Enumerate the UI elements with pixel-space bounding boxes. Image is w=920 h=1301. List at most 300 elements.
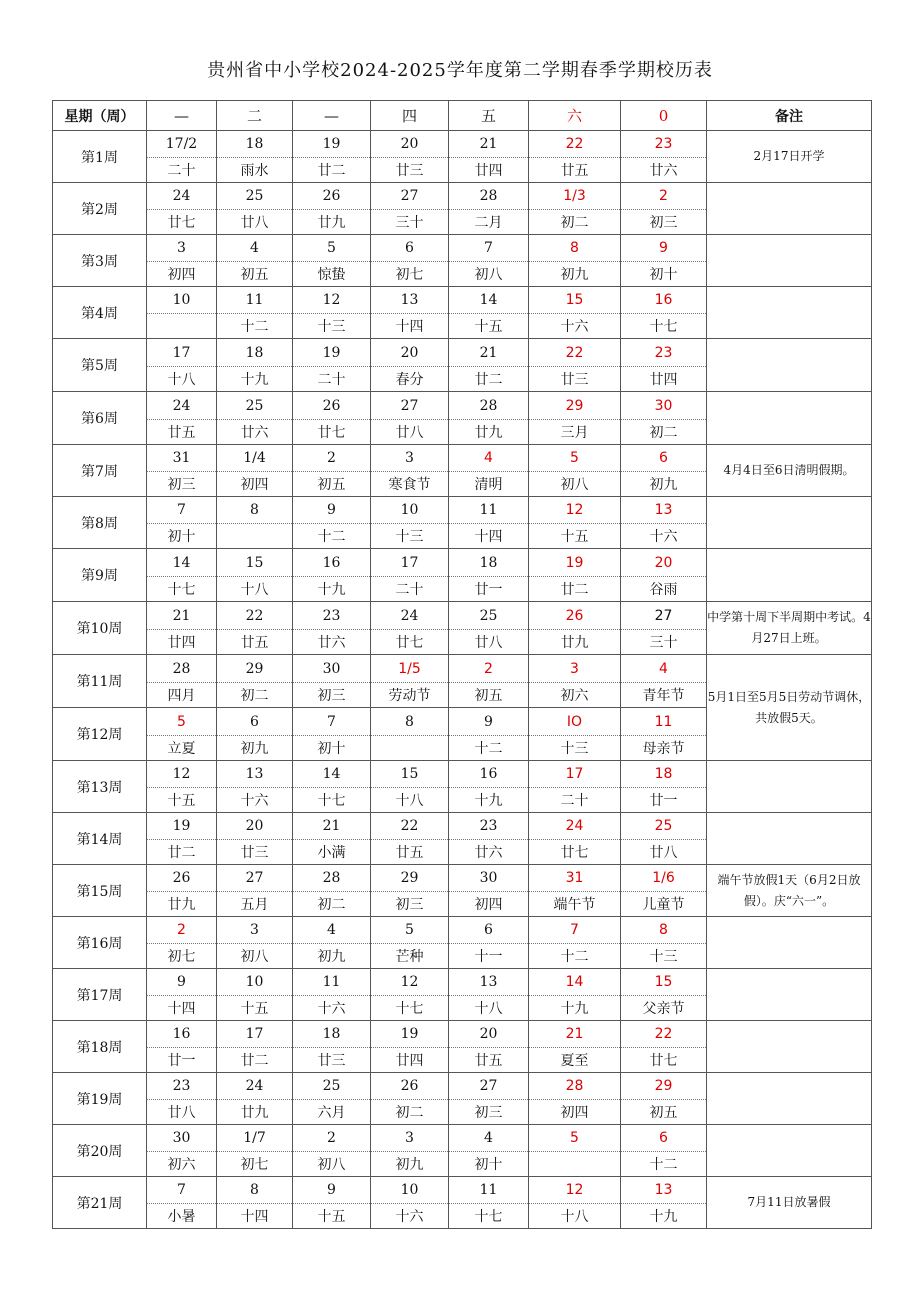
date-cell: 4	[621, 655, 707, 683]
date-cell: 21	[147, 602, 217, 630]
date-cell: 4	[449, 1125, 529, 1152]
note-cell: 4月4日至6日清明假期。	[707, 445, 872, 497]
week-label: 第11周	[53, 655, 147, 708]
lunar-cell: 廿八	[621, 840, 707, 865]
week-label: 第20周	[53, 1125, 147, 1177]
school-calendar-table	[52, 100, 872, 1229]
lunar-cell: 十三	[529, 736, 621, 761]
date-cell: 29	[217, 655, 293, 683]
lunar-cell: 十二	[621, 1152, 707, 1177]
lunar-cell: 初七	[371, 262, 449, 287]
date-cell: 14	[449, 287, 529, 314]
week-label: 第14周	[53, 813, 147, 865]
lunar-cell: 廿八	[371, 420, 449, 445]
lunar-cell: 初八	[449, 262, 529, 287]
date-cell: 12	[529, 497, 621, 524]
date-cell: 28	[147, 655, 217, 683]
date-cell: 7	[529, 917, 621, 944]
date-cell: 26	[293, 183, 371, 210]
week-date-row	[53, 865, 872, 892]
date-cell: 22	[371, 813, 449, 840]
date-cell: 7	[147, 497, 217, 524]
date-cell: 13	[449, 969, 529, 996]
lunar-cell: 初六	[529, 683, 621, 708]
date-cell: 21	[449, 131, 529, 158]
lunar-cell: 三十	[621, 630, 707, 655]
lunar-cell: 廿九	[529, 630, 621, 655]
lunar-cell: 清明	[449, 472, 529, 497]
date-cell: 16	[147, 1021, 217, 1048]
lunar-cell: 初十	[449, 1152, 529, 1177]
lunar-cell: 十九	[217, 367, 293, 392]
lunar-cell: 初九	[293, 944, 371, 969]
lunar-cell: 初六	[147, 1152, 217, 1177]
date-cell: 9	[293, 1177, 371, 1204]
date-cell: 8	[529, 235, 621, 262]
week-date-row	[53, 602, 872, 630]
week-date-row	[53, 655, 872, 683]
lunar-cell: 初八	[293, 1152, 371, 1177]
lunar-cell: 廿六	[621, 158, 707, 183]
lunar-cell: 谷雨	[621, 577, 707, 602]
date-cell: 24	[371, 602, 449, 630]
lunar-cell: 十二	[529, 944, 621, 969]
date-cell: 20	[217, 813, 293, 840]
lunar-cell: 小暑	[147, 1204, 217, 1229]
date-cell: 10	[371, 497, 449, 524]
lunar-cell: 二月	[449, 210, 529, 235]
date-cell: 4	[217, 235, 293, 262]
lunar-cell: 初二	[217, 683, 293, 708]
lunar-cell: 初四	[217, 472, 293, 497]
date-cell: 3	[529, 655, 621, 683]
header-row	[53, 101, 872, 131]
header-day-1: —	[147, 101, 217, 131]
date-cell: 14	[147, 549, 217, 577]
date-cell: 21	[293, 813, 371, 840]
date-cell: 27	[217, 865, 293, 892]
week-label: 第6周	[53, 392, 147, 445]
lunar-cell: 六月	[293, 1100, 371, 1125]
date-cell: 3	[147, 235, 217, 262]
lunar-cell: 父亲节	[621, 996, 707, 1021]
date-cell: IO	[529, 708, 621, 736]
week-label: 第4周	[53, 287, 147, 339]
lunar-cell: 初三	[621, 210, 707, 235]
week-label: 第15周	[53, 865, 147, 917]
date-cell: 15	[529, 287, 621, 314]
lunar-cell: 十一	[449, 944, 529, 969]
lunar-cell: 廿八	[147, 1100, 217, 1125]
date-cell: 23	[621, 339, 707, 367]
week-date-row	[53, 1073, 872, 1100]
note-cell	[707, 549, 872, 602]
date-cell: 1/5	[371, 655, 449, 683]
lunar-cell: 二十	[529, 788, 621, 813]
header-day-5: 五	[449, 101, 529, 131]
week-label: 第5周	[53, 339, 147, 392]
date-cell: 16	[293, 549, 371, 577]
lunar-cell: 十七	[293, 788, 371, 813]
date-cell: 2	[621, 183, 707, 210]
lunar-cell: 廿三	[371, 158, 449, 183]
date-cell: 17	[529, 761, 621, 788]
week-label: 第19周	[53, 1073, 147, 1125]
lunar-cell: 廿二	[147, 840, 217, 865]
lunar-cell: 廿九	[293, 210, 371, 235]
date-cell: 11	[621, 708, 707, 736]
lunar-cell: 初四	[449, 892, 529, 917]
lunar-cell: 初五	[449, 683, 529, 708]
lunar-cell: 初八	[529, 472, 621, 497]
date-cell: 16	[621, 287, 707, 314]
lunar-cell: 廿五	[449, 1048, 529, 1073]
date-cell: 14	[293, 761, 371, 788]
note-cell	[707, 1073, 872, 1125]
lunar-cell: 二十	[371, 577, 449, 602]
lunar-cell: 十三	[293, 314, 371, 339]
date-cell: 19	[529, 549, 621, 577]
week-date-row	[53, 917, 872, 944]
lunar-cell: 廿二	[293, 158, 371, 183]
header-day-3: —	[293, 101, 371, 131]
lunar-cell: 春分	[371, 367, 449, 392]
lunar-cell: 四月	[147, 683, 217, 708]
date-cell: 12	[293, 287, 371, 314]
date-cell: 2	[293, 445, 371, 472]
date-cell: 17/2	[147, 131, 217, 158]
lunar-cell: 母亲节	[621, 736, 707, 761]
week-date-row	[53, 131, 872, 158]
lunar-cell: 廿五	[217, 630, 293, 655]
lunar-cell: 初七	[217, 1152, 293, 1177]
lunar-cell: 廿四	[621, 367, 707, 392]
date-cell: 21	[529, 1021, 621, 1048]
date-cell: 19	[293, 339, 371, 367]
date-cell: 25	[293, 1073, 371, 1100]
lunar-cell: 十六	[293, 996, 371, 1021]
lunar-cell	[147, 314, 217, 339]
date-cell: 9	[293, 497, 371, 524]
date-cell: 18	[293, 1021, 371, 1048]
date-cell: 25	[217, 392, 293, 420]
date-cell: 8	[217, 497, 293, 524]
lunar-cell: 十二	[293, 524, 371, 549]
date-cell: 15	[621, 969, 707, 996]
lunar-cell: 廿一	[147, 1048, 217, 1073]
lunar-cell: 十八	[529, 1204, 621, 1229]
lunar-cell: 十七	[147, 577, 217, 602]
lunar-cell: 廿八	[449, 630, 529, 655]
week-date-row	[53, 497, 872, 524]
lunar-cell: 初三	[147, 472, 217, 497]
lunar-cell	[217, 524, 293, 549]
lunar-cell: 初二	[293, 892, 371, 917]
date-cell: 26	[371, 1073, 449, 1100]
date-cell: 25	[217, 183, 293, 210]
lunar-cell: 十六	[371, 1204, 449, 1229]
date-cell: 26	[529, 602, 621, 630]
date-cell: 8	[371, 708, 449, 736]
date-cell: 24	[217, 1073, 293, 1100]
lunar-cell: 廿三	[529, 367, 621, 392]
week-label: 第7周	[53, 445, 147, 497]
note-cell	[707, 497, 872, 549]
lunar-cell: 初五	[293, 472, 371, 497]
date-cell: 18	[217, 339, 293, 367]
lunar-cell: 廿四	[449, 158, 529, 183]
week-date-row	[53, 813, 872, 840]
note-cell: 中学第十周下半周期中考试。4月27日上班。	[707, 602, 872, 655]
date-cell: 10	[371, 1177, 449, 1204]
lunar-cell: 十三	[621, 944, 707, 969]
week-date-row	[53, 445, 872, 472]
date-cell: 22	[529, 131, 621, 158]
date-cell: 1/6	[621, 865, 707, 892]
lunar-cell: 青年节	[621, 683, 707, 708]
lunar-cell: 十七	[449, 1204, 529, 1229]
week-date-row	[53, 1021, 872, 1048]
lunar-cell	[529, 1152, 621, 1177]
lunar-cell: 初九	[621, 472, 707, 497]
date-cell: 28	[449, 392, 529, 420]
date-cell: 12	[371, 969, 449, 996]
date-cell: 29	[371, 865, 449, 892]
date-cell: 13	[217, 761, 293, 788]
header-day-4: 四	[371, 101, 449, 131]
lunar-cell: 廿一	[621, 788, 707, 813]
lunar-cell: 立夏	[147, 736, 217, 761]
date-cell: 20	[621, 549, 707, 577]
date-cell: 14	[529, 969, 621, 996]
lunar-cell: 廿五	[371, 840, 449, 865]
date-cell: 5	[147, 708, 217, 736]
lunar-cell: 十八	[371, 788, 449, 813]
date-cell: 25	[449, 602, 529, 630]
date-cell: 9	[449, 708, 529, 736]
date-cell: 12	[147, 761, 217, 788]
week-label: 第2周	[53, 183, 147, 235]
date-cell: 2	[293, 1125, 371, 1152]
date-cell: 23	[449, 813, 529, 840]
note-cell	[707, 235, 872, 287]
date-cell: 27	[449, 1073, 529, 1100]
lunar-cell: 十九	[449, 788, 529, 813]
lunar-cell: 十二	[449, 736, 529, 761]
date-cell: 20	[371, 339, 449, 367]
lunar-cell: 廿七	[147, 210, 217, 235]
date-cell: 11	[217, 287, 293, 314]
date-cell: 30	[621, 392, 707, 420]
lunar-cell: 初八	[217, 944, 293, 969]
note-cell: 5月1日至5月5日劳动节调休，共放假5天。	[707, 655, 872, 761]
date-cell: 6	[449, 917, 529, 944]
week-label: 第8周	[53, 497, 147, 549]
lunar-cell: 十八	[217, 577, 293, 602]
lunar-cell: 廿二	[529, 577, 621, 602]
lunar-cell: 十七	[371, 996, 449, 1021]
date-cell: 21	[449, 339, 529, 367]
date-cell: 24	[147, 392, 217, 420]
lunar-cell: 初十	[147, 524, 217, 549]
date-cell: 2	[449, 655, 529, 683]
week-label: 第1周	[53, 131, 147, 183]
date-cell: 19	[371, 1021, 449, 1048]
date-cell: 11	[449, 497, 529, 524]
date-cell: 2	[147, 917, 217, 944]
date-cell: 23	[293, 602, 371, 630]
lunar-cell: 十五	[529, 524, 621, 549]
date-cell: 30	[147, 1125, 217, 1152]
lunar-cell: 廿五	[529, 158, 621, 183]
lunar-cell: 廿一	[449, 577, 529, 602]
lunar-cell: 雨水	[217, 158, 293, 183]
header-week: 星期（周）	[53, 101, 147, 131]
lunar-cell: 十九	[621, 1204, 707, 1229]
week-date-row	[53, 761, 872, 788]
date-cell: 24	[147, 183, 217, 210]
date-cell: 9	[147, 969, 217, 996]
week-date-row	[53, 339, 872, 367]
week-date-row	[53, 235, 872, 262]
date-cell: 13	[621, 497, 707, 524]
lunar-cell: 端午节	[529, 892, 621, 917]
date-cell: 22	[621, 1021, 707, 1048]
lunar-cell: 劳动节	[371, 683, 449, 708]
note-cell	[707, 339, 872, 392]
lunar-cell: 十六	[217, 788, 293, 813]
week-label: 第16周	[53, 917, 147, 969]
date-cell: 28	[529, 1073, 621, 1100]
date-cell: 17	[371, 549, 449, 577]
date-cell: 30	[449, 865, 529, 892]
date-cell: 10	[147, 287, 217, 314]
lunar-cell: 十五	[217, 996, 293, 1021]
date-cell: 13	[371, 287, 449, 314]
lunar-cell: 十八	[147, 367, 217, 392]
date-cell: 7	[147, 1177, 217, 1204]
date-cell: 12	[529, 1177, 621, 1204]
note-cell	[707, 392, 872, 445]
lunar-cell: 初十	[293, 736, 371, 761]
date-cell: 13	[621, 1177, 707, 1204]
lunar-cell: 初七	[147, 944, 217, 969]
note-cell	[707, 1125, 872, 1177]
date-cell: 24	[529, 813, 621, 840]
date-cell: 22	[217, 602, 293, 630]
lunar-cell: 廿七	[371, 630, 449, 655]
date-cell: 23	[147, 1073, 217, 1100]
lunar-cell: 廿六	[449, 840, 529, 865]
date-cell: 25	[621, 813, 707, 840]
lunar-cell: 十八	[449, 996, 529, 1021]
date-cell: 1/4	[217, 445, 293, 472]
date-cell: 5	[293, 235, 371, 262]
date-cell: 1/3	[529, 183, 621, 210]
lunar-cell: 十二	[217, 314, 293, 339]
lunar-cell: 三月	[529, 420, 621, 445]
date-cell: 18	[621, 761, 707, 788]
lunar-cell: 十七	[621, 314, 707, 339]
header-note: 备注	[707, 101, 872, 131]
date-cell: 15	[371, 761, 449, 788]
lunar-cell: 十四	[449, 524, 529, 549]
week-label: 第3周	[53, 235, 147, 287]
lunar-cell: 廿二	[217, 1048, 293, 1073]
lunar-cell: 初三	[293, 683, 371, 708]
date-cell: 4	[449, 445, 529, 472]
date-cell: 28	[293, 865, 371, 892]
lunar-cell: 廿五	[147, 420, 217, 445]
lunar-cell: 五月	[217, 892, 293, 917]
date-cell: 31	[147, 445, 217, 472]
lunar-cell: 廿九	[449, 420, 529, 445]
date-cell: 23	[621, 131, 707, 158]
calendar-body	[53, 131, 872, 1229]
lunar-cell: 廿六	[217, 420, 293, 445]
date-cell: 6	[621, 1125, 707, 1152]
note-cell: 端午节放假1天（6月2日放假）。庆“六一”。	[707, 865, 872, 917]
note-cell	[707, 969, 872, 1021]
week-date-row	[53, 392, 872, 420]
lunar-cell: 初三	[371, 892, 449, 917]
date-cell: 22	[529, 339, 621, 367]
week-label: 第10周	[53, 602, 147, 655]
week-date-row	[53, 549, 872, 577]
week-label: 第17周	[53, 969, 147, 1021]
date-cell: 8	[217, 1177, 293, 1204]
lunar-cell: 十九	[293, 577, 371, 602]
date-cell: 8	[621, 917, 707, 944]
lunar-cell: 廿八	[217, 210, 293, 235]
date-cell: 1/7	[217, 1125, 293, 1152]
lunar-cell: 初五	[217, 262, 293, 287]
date-cell: 6	[371, 235, 449, 262]
lunar-cell: 初三	[449, 1100, 529, 1125]
lunar-cell: 惊蛰	[293, 262, 371, 287]
lunar-cell: 十五	[147, 788, 217, 813]
note-cell	[707, 761, 872, 813]
lunar-cell: 初五	[621, 1100, 707, 1125]
header-day-7: 0	[621, 101, 707, 131]
date-cell: 17	[147, 339, 217, 367]
date-cell: 27	[621, 602, 707, 630]
lunar-cell: 十五	[293, 1204, 371, 1229]
week-date-row	[53, 1177, 872, 1204]
lunar-cell: 初四	[529, 1100, 621, 1125]
date-cell: 6	[621, 445, 707, 472]
date-cell: 11	[293, 969, 371, 996]
date-cell: 29	[529, 392, 621, 420]
lunar-cell: 初十	[621, 262, 707, 287]
date-cell: 19	[293, 131, 371, 158]
lunar-cell: 三十	[371, 210, 449, 235]
lunar-cell: 廿四	[371, 1048, 449, 1073]
date-cell: 5	[529, 445, 621, 472]
lunar-cell: 初九	[529, 262, 621, 287]
note-cell	[707, 183, 872, 235]
week-date-row	[53, 287, 872, 314]
lunar-cell: 廿七	[293, 420, 371, 445]
lunar-cell: 廿九	[147, 892, 217, 917]
lunar-cell: 小满	[293, 840, 371, 865]
date-cell: 3	[371, 445, 449, 472]
lunar-cell: 十六	[529, 314, 621, 339]
note-cell	[707, 917, 872, 969]
date-cell: 7	[449, 235, 529, 262]
lunar-cell: 寒食节	[371, 472, 449, 497]
lunar-cell: 十四	[217, 1204, 293, 1229]
